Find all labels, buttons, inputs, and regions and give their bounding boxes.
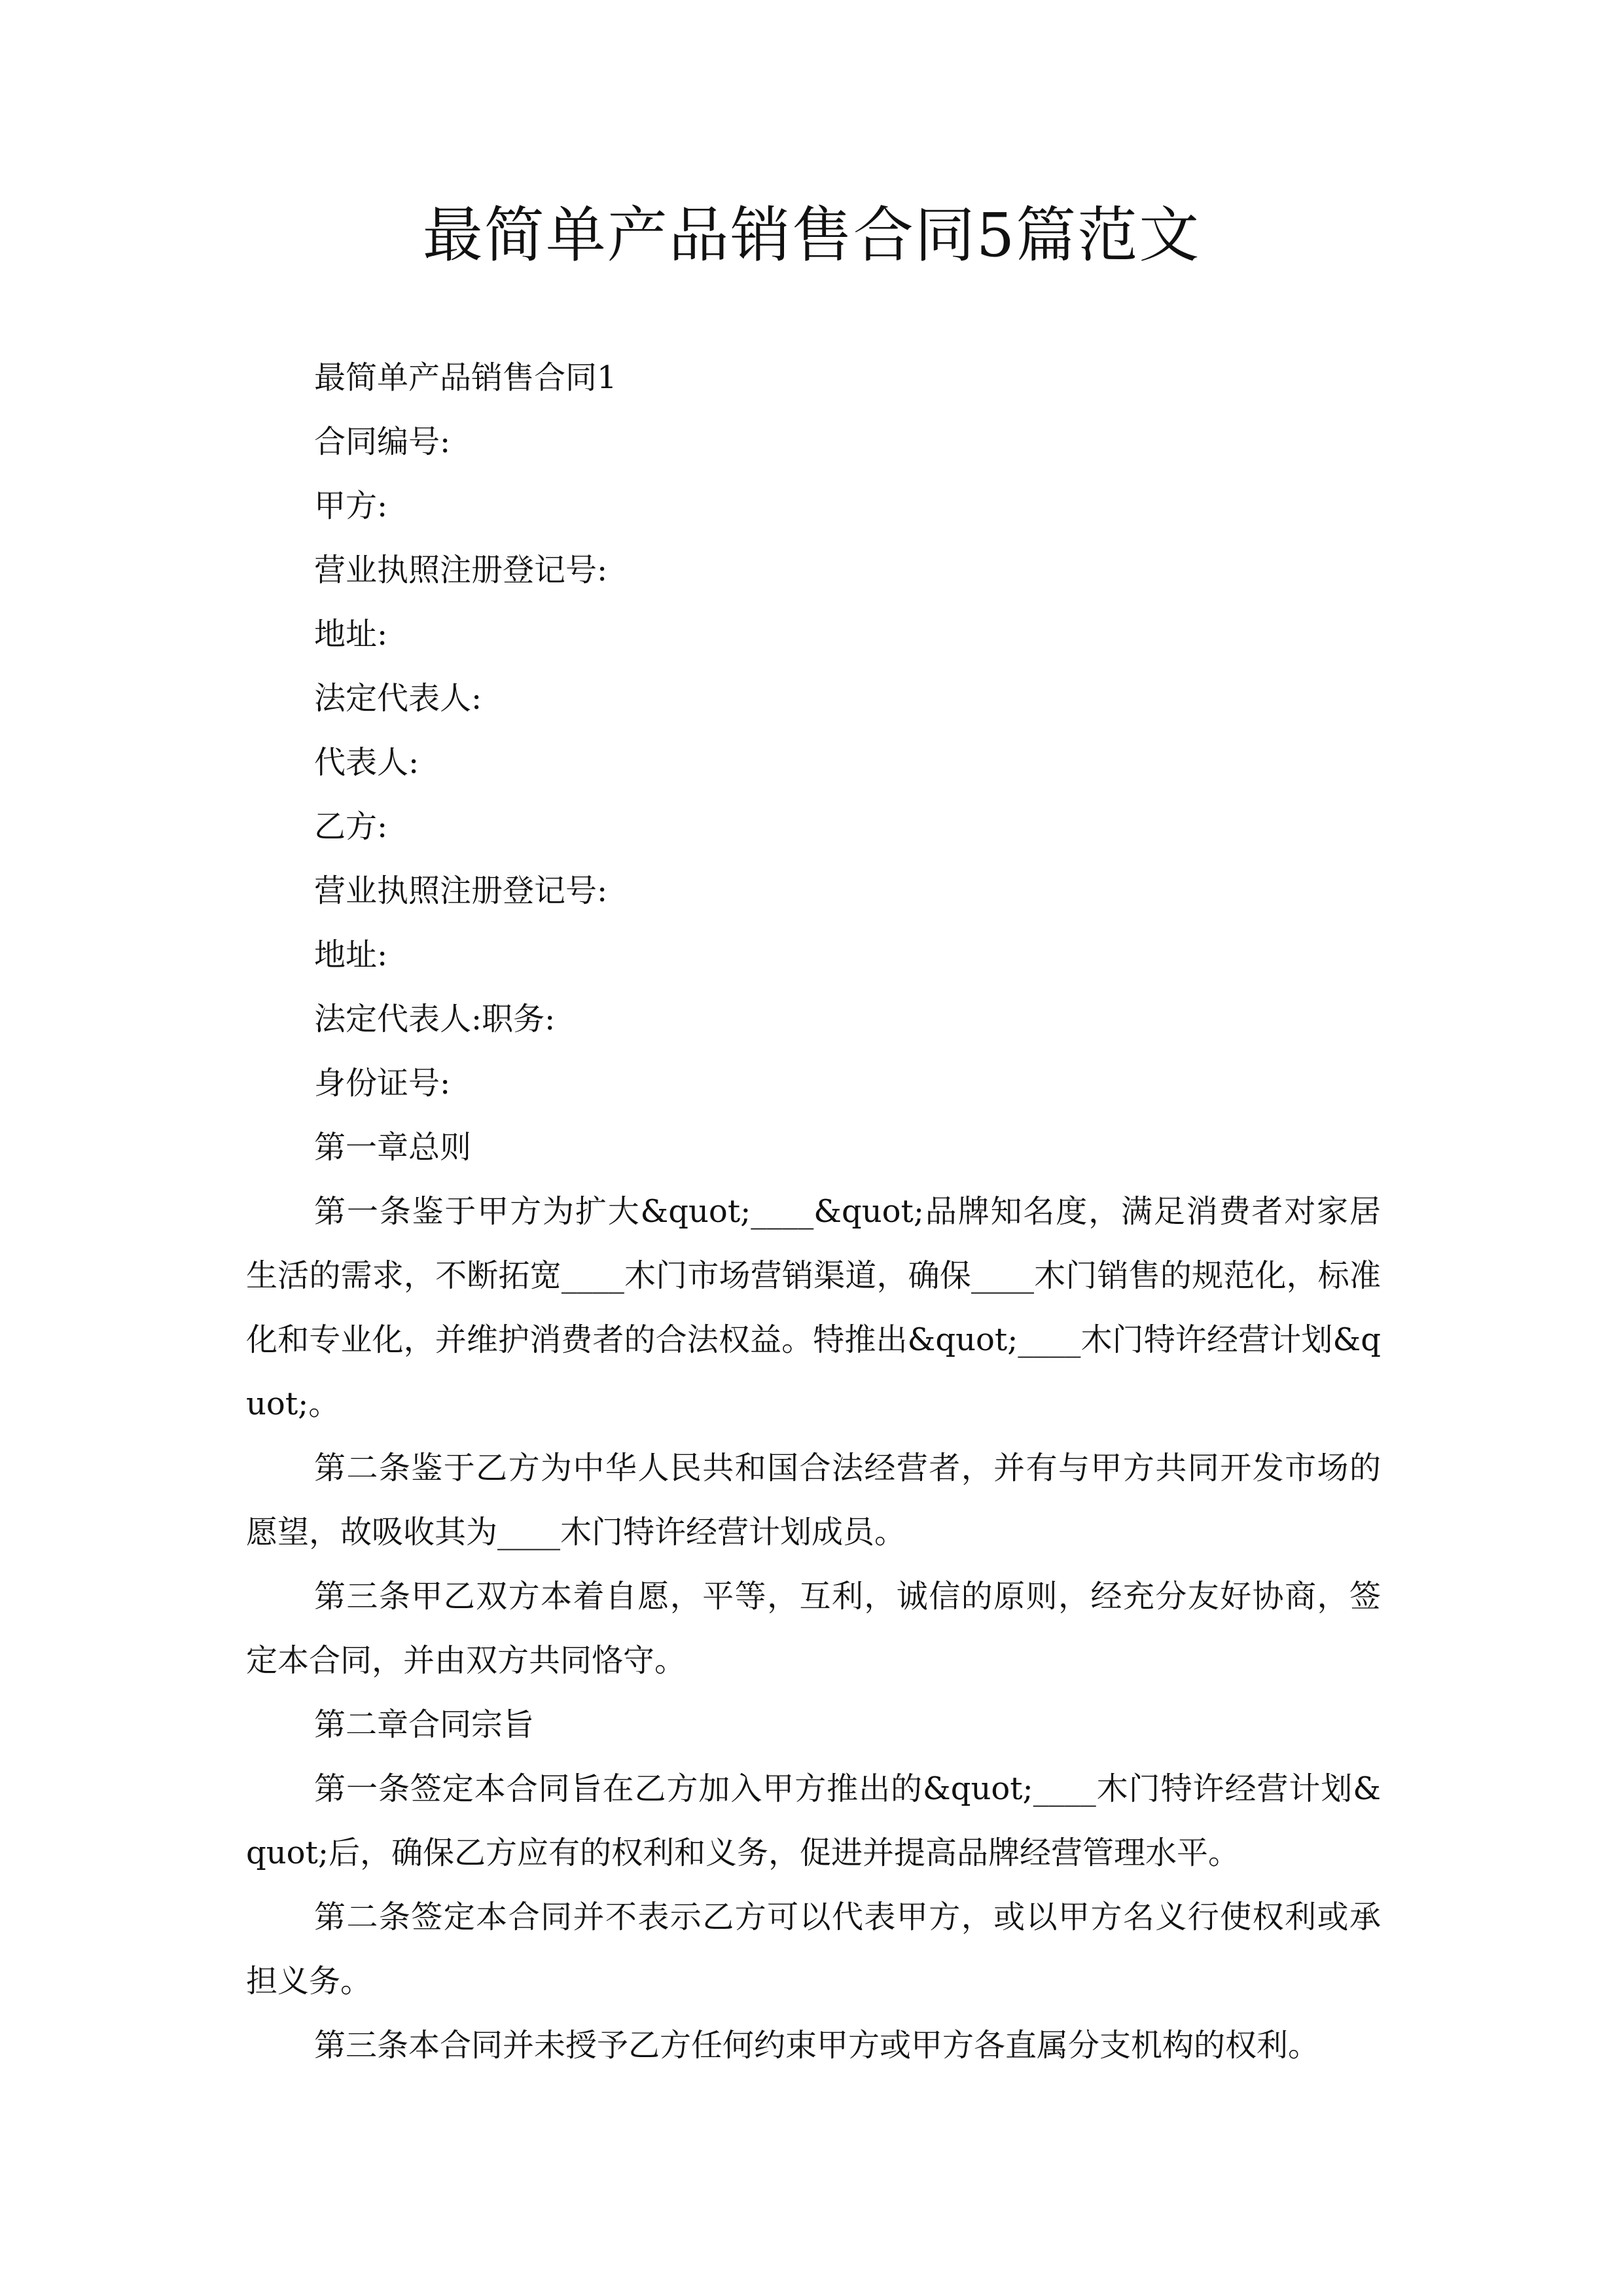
chapter-one-heading: 第一章总则: [314, 1129, 472, 1166]
document-title: 最简单产品销售合同5篇范文: [422, 200, 1201, 270]
chapter-two-heading: 第二章合同宗旨: [314, 1706, 535, 1743]
party-a-legal-rep-field: 法定代表人:: [314, 680, 482, 717]
chapter-two-article-1: 第一条签定本合同旨在乙方加入甲方推出的&quot;____木门特许经营计划&quot;后，确保乙方应有的权利和义务，促进并提高品牌经营管理水平。: [246, 1770, 1381, 1871]
party-a-representative-field: 代表人:: [314, 744, 419, 781]
chapter-two-article-3: 第三条本合同并未授予乙方任何约束甲方或甲方各直属分支机构的权利。: [314, 2027, 1320, 2064]
party-b-field: 乙方:: [314, 808, 388, 845]
contract-number-field: 合同编号:: [314, 423, 451, 460]
party-b-license-field: 营业执照注册登记号:: [314, 872, 608, 909]
chapter-one-article-3: 第三条甲乙双方本着自愿，平等，互利，诚信的原则，经充分友好协商，签定本合同，并由双方共同恪守。: [246, 1578, 1381, 1679]
party-b-address-field: 地址:: [314, 937, 388, 973]
contract-subtitle: 最简单产品销售合同1: [314, 359, 617, 396]
chapter-one-article-1: 第一条鉴于甲方为扩大&quot;____&quot;品牌知名度，满足消费者对家居生活的需求，不断拓宽____木门市场营销渠道，确保____木门销售的规范化，标准化和专业化，并维护消费者的合法权益。特推出&quot;____木门特许经营计划&quot;。: [246, 1193, 1381, 1422]
chapter-one-article-2: 第二条鉴于乙方为中华人民共和国合法经营者，并有与甲方共同开发市场的愿望，故吸收其为____木门特许经营计划成员。: [246, 1450, 1381, 1551]
document-body: [246, 346, 1381, 2077]
party-a-field: 甲方:: [314, 488, 388, 524]
party-b-id-number-field: 身份证号:: [314, 1065, 451, 1102]
party-a-license-field: 营业执照注册登记号:: [314, 552, 608, 588]
party-a-address-field: 地址:: [314, 616, 388, 653]
chapter-two-article-2: 第二条签定本合同并不表示乙方可以代表甲方，或以甲方名义行使权利或承担义务。: [246, 1899, 1381, 2000]
party-b-legal-rep-title-field: 法定代表人:职务:: [314, 1001, 556, 1037]
